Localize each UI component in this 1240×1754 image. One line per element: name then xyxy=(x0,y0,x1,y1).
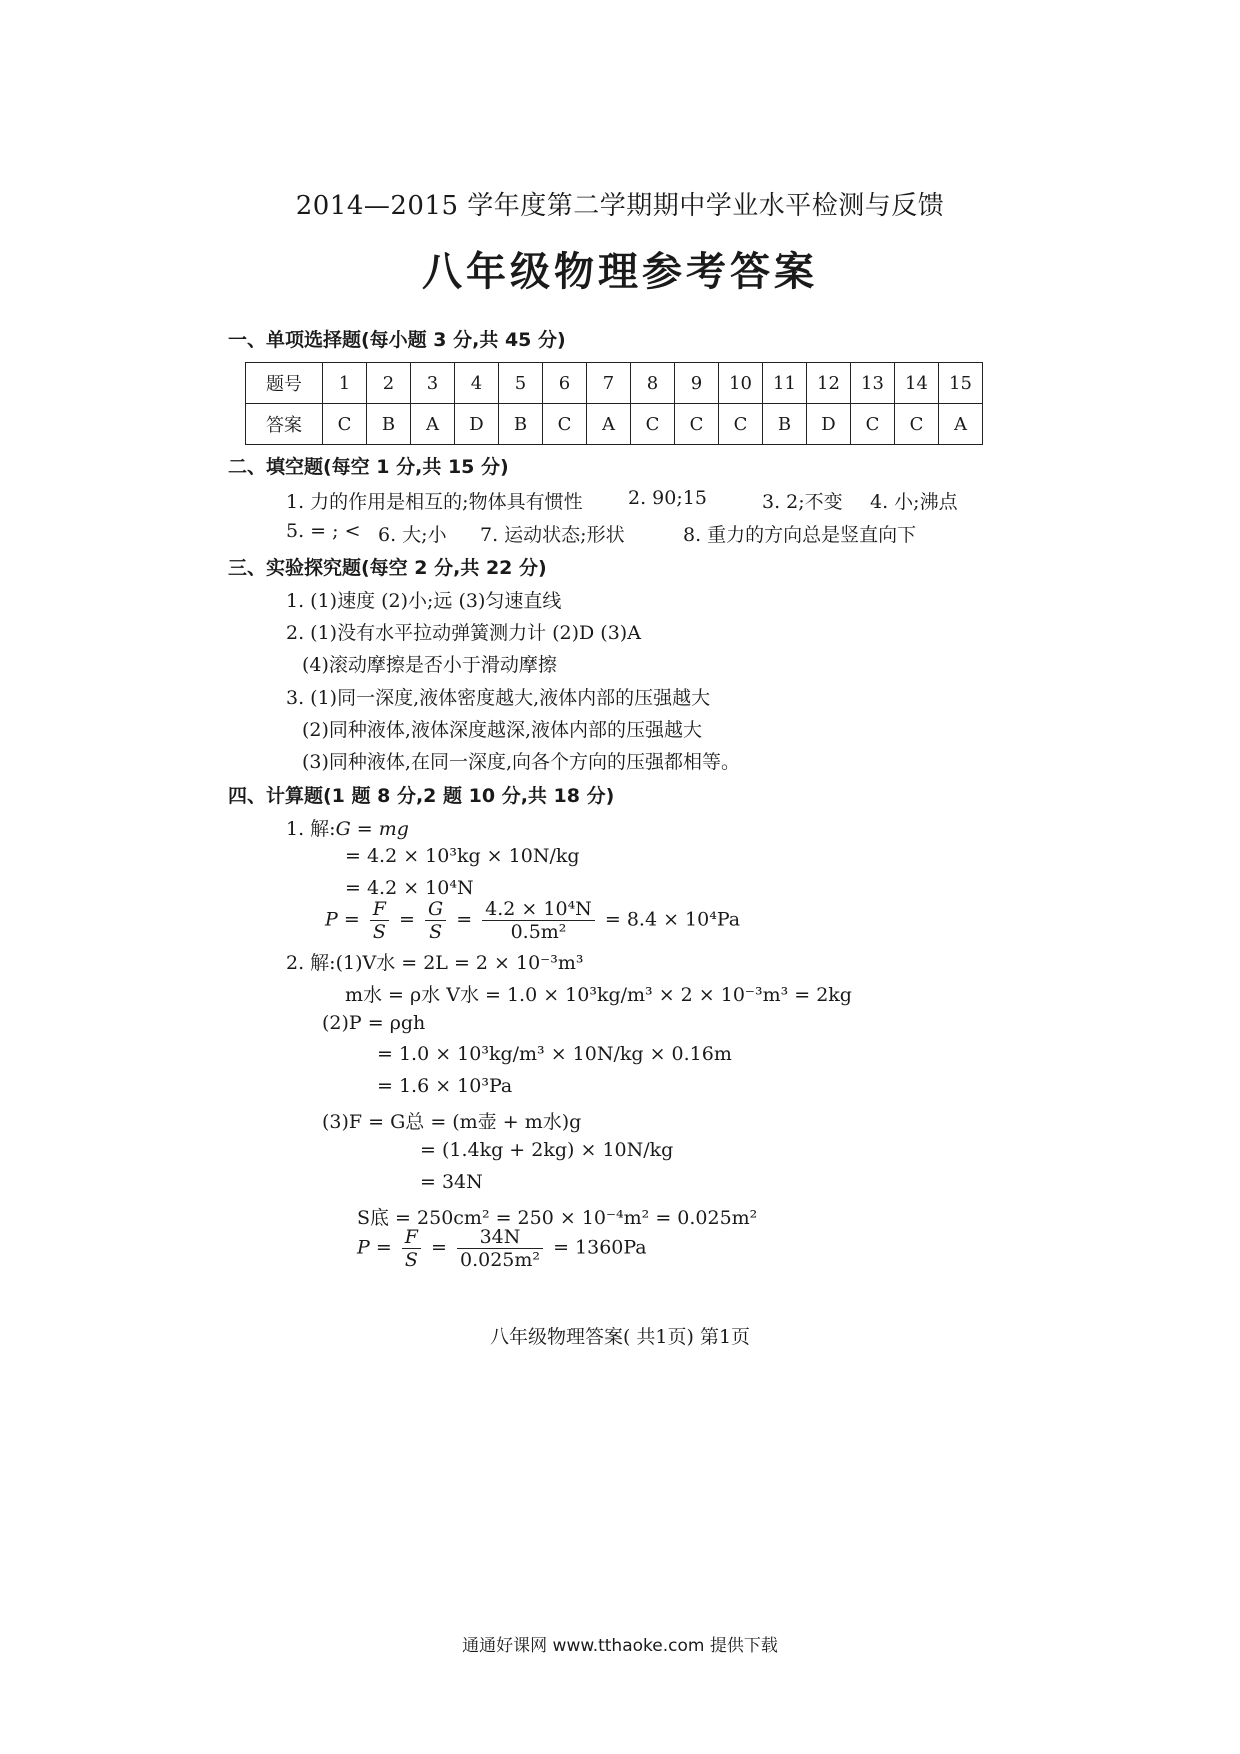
calc1-step xyxy=(286,814,409,841)
question-number: 8 xyxy=(631,363,675,404)
fill-answer: 4. 小;沸点 xyxy=(870,491,958,513)
fraction-denominator: S xyxy=(429,921,443,943)
page-footer: 八年级物理答案( 共1页) 第1页 xyxy=(489,1326,751,1348)
fraction-denominator: 0.025m² xyxy=(459,1249,541,1271)
fraction-denominator: S xyxy=(404,1249,418,1271)
question-number: 15 xyxy=(939,363,983,404)
fraction-g-over-s xyxy=(425,898,446,943)
answer-cell: C xyxy=(543,404,587,445)
section3-heading: 三、实验探究题(每空 2 分,共 22 分) xyxy=(228,557,547,579)
calc1-step: = 4.2 × 10³kg × 10N/kg xyxy=(345,845,580,867)
calc1-pressure-formula: P = $\frac{F}{S}$ = $\frac{G}{S}$ = $\frac{\text{4.2 × 10⁴N}}{\text{0.5m²}}$ = 8.4 × 10⁴Pa xyxy=(325,898,741,943)
answer-cell: C xyxy=(719,404,763,445)
fraction-denominator: 0.5m² xyxy=(510,921,567,943)
question-number: 1 xyxy=(323,363,367,404)
calc2-step: m水 = ρ水 V水 = 1.0 × 10³kg/m³ × 2 × 10⁻³m³ = 2kg xyxy=(345,984,852,1006)
answer-cell: B xyxy=(763,404,807,445)
fraction-numerator: 4.2 × 10⁴N xyxy=(482,898,595,921)
pressure-symbol: P xyxy=(357,1236,370,1259)
page-title: 八年级物理参考答案 xyxy=(422,249,818,295)
answer-cell: C xyxy=(895,404,939,445)
fill-answer: 3. 2;不变 xyxy=(762,491,843,513)
section2-heading: 二、填空题(每空 1 分,共 15 分) xyxy=(228,456,509,478)
fill-answer: 5. = ; < xyxy=(286,520,361,542)
answer-cell: C xyxy=(323,404,367,445)
fraction-numerator: 34N xyxy=(457,1226,543,1249)
fill-answer: 6. 大;小 xyxy=(378,524,447,546)
question-number: 4 xyxy=(455,363,499,404)
fraction-values xyxy=(482,898,595,943)
question-number: 12 xyxy=(807,363,851,404)
experiment-answer: 3. (1)同一深度,液体密度越大,液体内部的压强越大 xyxy=(286,687,711,709)
answer-cell: C xyxy=(851,404,895,445)
answer-row xyxy=(246,404,983,445)
question-number: 14 xyxy=(895,363,939,404)
question-number: 9 xyxy=(675,363,719,404)
calc1-step: = 4.2 × 10⁴N xyxy=(345,877,474,899)
question-number: 6 xyxy=(543,363,587,404)
experiment-answer: 2. (1)没有水平拉动弹簧测力计 (2)D (3)A xyxy=(286,622,641,644)
row-label-question: 题号 xyxy=(246,363,323,404)
calc2-pressure-formula: P = $\frac{F}{S}$ = $\frac{34N}{\text{0.025m²}}$ = 1360Pa xyxy=(357,1226,647,1271)
fraction-f-over-s xyxy=(402,1226,421,1271)
question-number: 7 xyxy=(587,363,631,404)
answer-cell: A xyxy=(587,404,631,445)
calc2-step: = 1.0 × 10³kg/m³ × 10N/kg × 0.16m xyxy=(377,1043,732,1065)
calc1-prefix: 1. 解: xyxy=(286,818,336,840)
calc2-result: = 1360Pa xyxy=(553,1236,647,1259)
source-line: 通通好课网 www.tthaoke.com 提供下载 xyxy=(462,1636,778,1656)
answer-cell: A xyxy=(411,404,455,445)
question-number: 13 xyxy=(851,363,895,404)
row-label-answer: 答案 xyxy=(246,404,323,445)
exam-header: 2014—2015 学年度第二学期期中学业水平检测与反馈 xyxy=(295,191,945,221)
calc1-result: = 8.4 × 10⁴Pa xyxy=(604,908,741,931)
fraction-numerator: G xyxy=(425,898,446,921)
question-number: 10 xyxy=(719,363,763,404)
fraction-denominator: S xyxy=(372,921,386,943)
calc2-step: = (1.4kg + 2kg) × 10N/kg xyxy=(420,1139,674,1161)
fraction-numerator: F xyxy=(370,898,389,921)
calc1-formula: G = mg xyxy=(335,818,409,840)
experiment-answer: (4)滚动摩擦是否小于滑动摩擦 xyxy=(302,654,557,676)
question-number-row xyxy=(246,363,983,404)
calc2-step: (3)F = G总 = (m壶 + m水)g xyxy=(322,1111,582,1133)
answer-table xyxy=(245,362,983,445)
section1-heading: 一、单项选择题(每小题 3 分,共 45 分) xyxy=(228,329,566,351)
calc2-step: 2. 解:(1)V水 = 2L = 2 × 10⁻³m³ xyxy=(286,952,584,974)
calc2-step: = 34N xyxy=(420,1171,483,1193)
fraction-values xyxy=(457,1226,543,1271)
answer-cell: D xyxy=(807,404,851,445)
answer-cell: B xyxy=(499,404,543,445)
experiment-answer: (3)同种液体,在同一深度,向各个方向的压强都相等。 xyxy=(302,751,740,773)
fraction-f-over-s xyxy=(370,898,389,943)
answer-cell: C xyxy=(631,404,675,445)
fill-answer: 2. 90;15 xyxy=(628,487,707,509)
question-number: 5 xyxy=(499,363,543,404)
answer-cell: B xyxy=(367,404,411,445)
answer-cell: C xyxy=(675,404,719,445)
fill-answer: 7. 运动状态;形状 xyxy=(480,524,625,546)
answer-cell: A xyxy=(939,404,983,445)
experiment-answer: (2)同种液体,液体深度越深,液体内部的压强越大 xyxy=(302,719,702,741)
question-number: 3 xyxy=(411,363,455,404)
pressure-symbol: P xyxy=(325,908,338,931)
answer-cell: D xyxy=(455,404,499,445)
fill-answer: 1. 力的作用是相互的;物体具有惯性 xyxy=(286,491,583,513)
calc2-step: = 1.6 × 10³Pa xyxy=(377,1075,513,1097)
fraction-numerator: F xyxy=(402,1226,421,1249)
calc2-step: S底 = 250cm² = 250 × 10⁻⁴m² = 0.025m² xyxy=(357,1207,758,1229)
section4-heading: 四、计算题(1 题 8 分,2 题 10 分,共 18 分) xyxy=(228,785,615,807)
calc2-step: (2)P = ρgh xyxy=(322,1012,426,1034)
question-number: 11 xyxy=(763,363,807,404)
experiment-answer: 1. (1)速度 (2)小;远 (3)匀速直线 xyxy=(286,590,562,612)
fill-answer: 8. 重力的方向总是竖直向下 xyxy=(683,524,917,546)
question-number: 2 xyxy=(367,363,411,404)
